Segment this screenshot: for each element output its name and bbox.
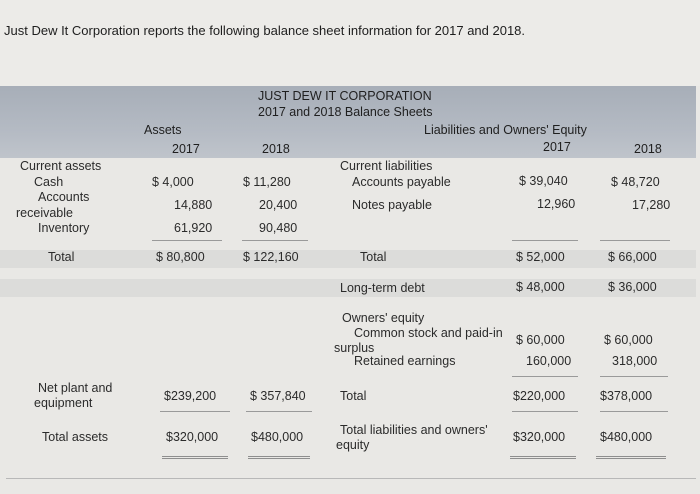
intro-text: Just Dew It Corporation reports the following balance sheet information for 2017 and 2018. <box>4 23 526 38</box>
double-rule <box>596 456 666 459</box>
total-assets-2018: $480,000 <box>251 430 304 444</box>
long-term-debt-2018: $ 36,000 <box>608 280 657 294</box>
rule <box>246 411 312 412</box>
rule <box>600 411 668 412</box>
row-band <box>0 250 696 268</box>
notes-payable-2018: 17,280 <box>632 198 671 212</box>
ar-2018: 20,400 <box>259 198 298 212</box>
total-le-label-1: Total liabilities and owners' <box>340 423 488 437</box>
assets-heading: Assets <box>144 123 182 137</box>
accounts-payable-2018: $ 48,720 <box>611 175 660 189</box>
assets-year-2018: 2018 <box>262 142 290 156</box>
current-liabilities-label: Current liabilities <box>340 159 433 173</box>
bottom-rule <box>6 478 696 479</box>
inventory-2018: 90,480 <box>259 221 298 235</box>
common-stock-2018: $ 60,000 <box>604 333 653 347</box>
current-liabilities-total-label: Total <box>360 250 387 264</box>
cash-2018: $ 11,280 <box>243 175 291 189</box>
sheet-subtitle: 2017 and 2018 Balance Sheets <box>258 105 433 119</box>
accounts-receivable-label-2: receivable <box>16 206 73 220</box>
rule <box>152 240 222 241</box>
retained-earnings-label: Retained earnings <box>354 354 456 368</box>
double-rule <box>162 456 228 459</box>
retained-earnings-2017: 160,000 <box>526 354 572 368</box>
total-le-2018: $480,000 <box>600 430 653 444</box>
cash-2017: $ 4,000 <box>152 175 194 189</box>
net-plant-2018: $ 357,840 <box>250 389 306 403</box>
current-assets-total-2017: $ 80,800 <box>156 250 205 264</box>
cash-label: Cash <box>34 175 64 189</box>
double-rule <box>248 456 310 459</box>
liabilities-heading: Liabilities and Owners' Equity <box>424 123 587 137</box>
net-plant-2017: $239,200 <box>164 389 217 403</box>
rule <box>512 240 578 241</box>
retained-earnings-2018: 318,000 <box>612 354 658 368</box>
liab-year-2018: 2018 <box>634 142 662 156</box>
inventory-label: Inventory <box>38 221 90 235</box>
total-le-2017: $320,000 <box>513 430 566 444</box>
total-assets-label: Total assets <box>42 430 109 444</box>
net-plant-label-1: Net plant and <box>38 381 113 395</box>
liab-year-2017: 2017 <box>543 140 571 154</box>
owners-equity-label: Owners' equity <box>342 311 425 325</box>
accounts-receivable-label-1: Accounts <box>38 190 90 204</box>
company-name: JUST DEW IT CORPORATION <box>258 89 432 103</box>
rule <box>242 240 308 241</box>
double-rule <box>510 456 576 459</box>
notes-payable-label: Notes payable <box>352 198 432 212</box>
notes-payable-2017: 12,960 <box>537 197 576 211</box>
current-liabilities-total-2018: $ 66,000 <box>608 250 657 264</box>
rule <box>600 376 668 377</box>
common-stock-label-2: surplus <box>334 341 375 355</box>
rule <box>600 240 670 241</box>
current-assets-label: Current assets <box>20 159 102 173</box>
current-assets-total-2018: $ 122,160 <box>243 250 299 264</box>
balance-sheet-table <box>0 86 700 494</box>
inventory-2017: 61,920 <box>174 221 213 235</box>
equity-total-2017: $220,000 <box>513 389 566 403</box>
accounts-payable-2017: $ 39,040 <box>519 174 568 188</box>
accounts-payable-label: Accounts payable <box>352 175 451 189</box>
long-term-debt-label: Long-term debt <box>340 281 425 295</box>
common-stock-2017: $ 60,000 <box>516 333 565 347</box>
current-assets-total-label: Total <box>48 250 75 264</box>
rule <box>512 411 578 412</box>
net-plant-label-2: equipment <box>34 396 93 410</box>
assets-year-2017: 2017 <box>172 142 200 156</box>
long-term-debt-2017: $ 48,000 <box>516 280 565 294</box>
ar-2017: 14,880 <box>174 198 213 212</box>
rule <box>512 376 578 377</box>
common-stock-label-1: Common stock and paid-in <box>354 326 503 340</box>
equity-total-label: Total <box>340 389 367 403</box>
total-assets-2017: $320,000 <box>166 430 219 444</box>
rule <box>160 411 230 412</box>
total-le-label-2: equity <box>336 438 370 452</box>
equity-total-2018: $378,000 <box>600 389 653 403</box>
current-liabilities-total-2017: $ 52,000 <box>516 250 565 264</box>
